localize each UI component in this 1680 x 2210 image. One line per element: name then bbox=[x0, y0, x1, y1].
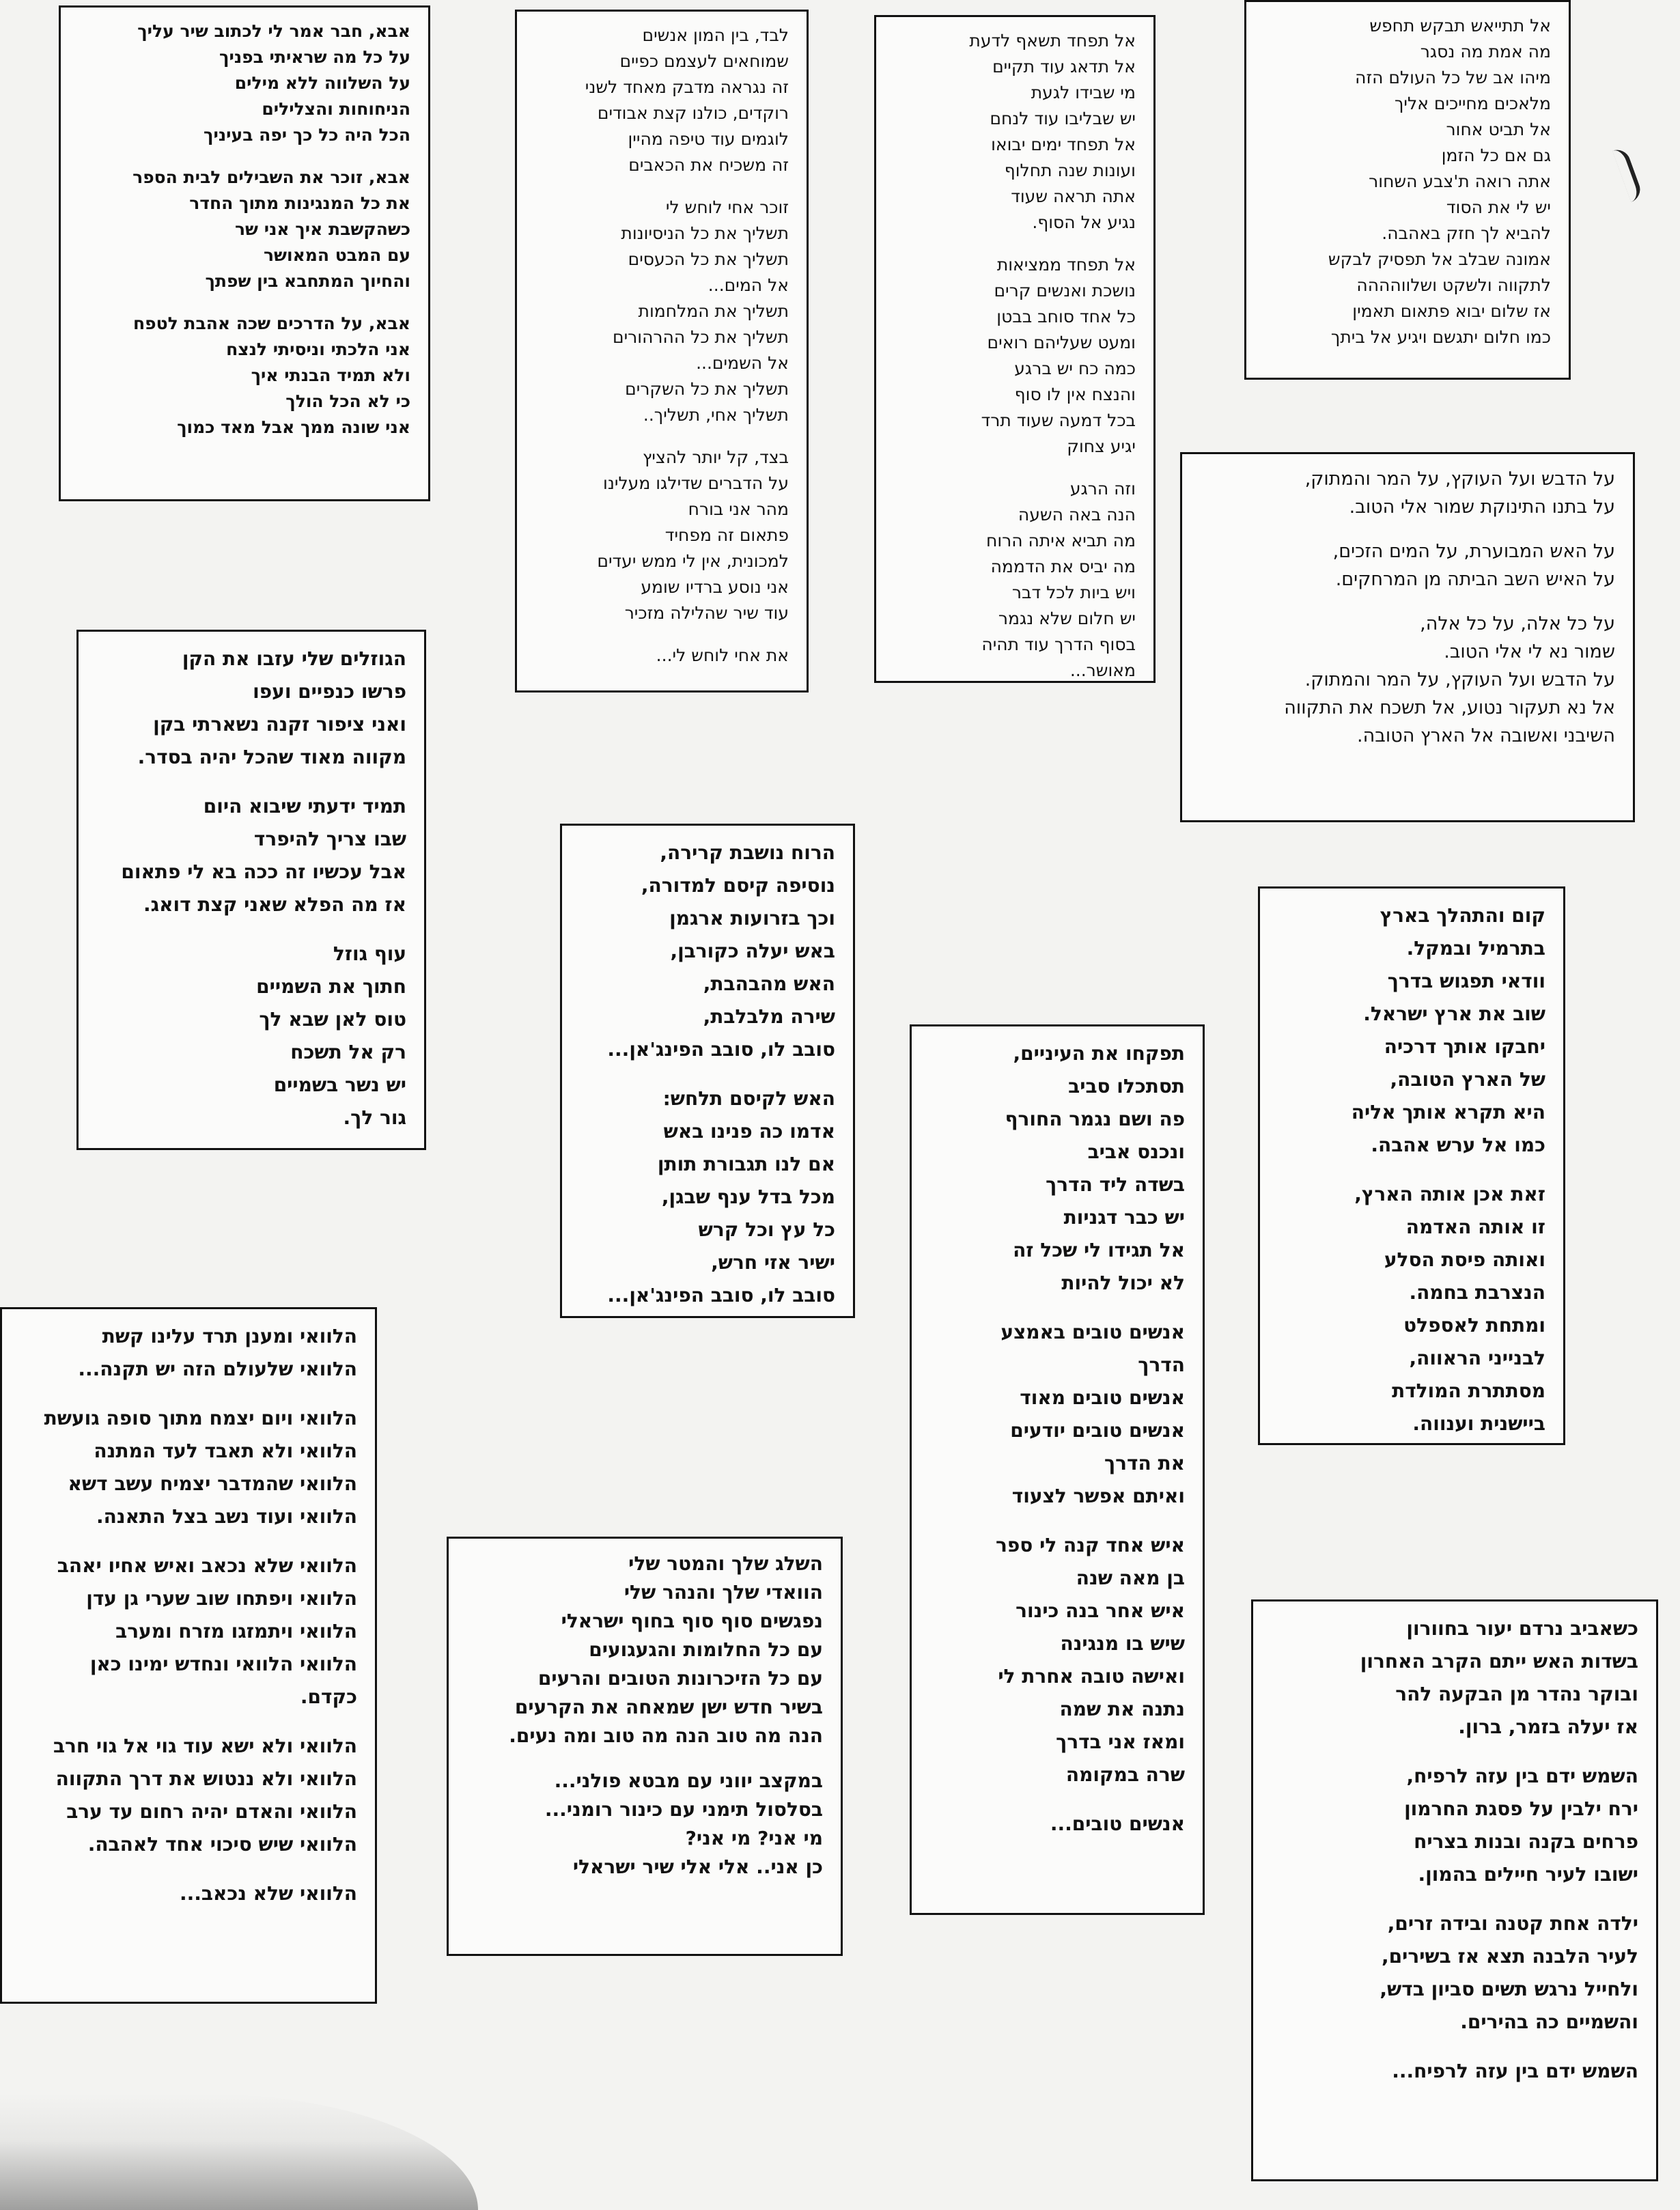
poem-line: מהר אני בורח bbox=[688, 499, 789, 519]
poem-line: ואישה טובה אחרת לי bbox=[998, 1665, 1185, 1688]
poem-line: לבד, בין המון אנשים bbox=[642, 25, 789, 45]
poem-line: הלוואי הלוואי ונחדש ימינו כאן bbox=[89, 1653, 357, 1675]
poem-line: עוד שיר שהלילה מזכיר bbox=[624, 603, 789, 623]
poem-line: מה אמת מה נסגר bbox=[1420, 42, 1551, 61]
poem-line: אז יעלה בזמר, ברון. bbox=[1458, 1716, 1638, 1738]
poem-line: שבו צריך להיפרד bbox=[253, 828, 406, 850]
poem-line: תפקחו את העיניים, bbox=[1013, 1042, 1185, 1065]
poem-line: כל עץ וכל קרש bbox=[698, 1218, 835, 1241]
poem-line: אבא, על הדרכים שכה אהבת לטפח bbox=[132, 313, 410, 333]
poem-line: מסתתרת המולדת bbox=[1392, 1380, 1545, 1402]
poem-line: יחבקו אותך דרכיה bbox=[1384, 1035, 1545, 1058]
poem-line: אל נא תעקור נטוע, אל תשכח את התקווה bbox=[1284, 697, 1615, 718]
poem-line: ונכנס אביב bbox=[1087, 1141, 1185, 1163]
poem-line: אז שלום יבוא פתאום תאמין bbox=[1352, 301, 1551, 321]
poem-line: בשדה ליד הדרך bbox=[1046, 1173, 1185, 1196]
poem-line: שמוחאים לעצמם כפיים bbox=[619, 51, 789, 71]
poem-line: מי אני? מי אני? bbox=[685, 1827, 823, 1849]
poem-line: כן אני.. אלי אלי שיר ישראלי bbox=[572, 1856, 823, 1878]
poem-line: הלוואי ולא ננטוש את דרך התקווה bbox=[55, 1767, 357, 1790]
stanza-break bbox=[94, 774, 406, 790]
poem-line: רוקדים, כולנו קצת אבודים bbox=[597, 103, 789, 123]
poem-line: נוסיפה קיסם למדורה, bbox=[641, 874, 835, 897]
poem-line: יש נשר בשמיים bbox=[273, 1074, 406, 1096]
poem-line: ירח ילבין על פסגת החרמון bbox=[1404, 1798, 1638, 1820]
stanza-break bbox=[76, 294, 410, 311]
poem-haruach bbox=[560, 824, 855, 1318]
poem-line: לא יכול להיות bbox=[1061, 1272, 1185, 1294]
poem-line: מקווה מאוד שהכל יהיה בסדר. bbox=[137, 746, 406, 768]
poem-line: הנה מה טוב הנה מה טוב ומה נעים. bbox=[509, 1724, 823, 1747]
poem-line: גם אם כל הזמן bbox=[1441, 145, 1551, 165]
poem-line: הלוואי ולא תאבד לעד המתנה bbox=[94, 1440, 357, 1462]
poem-line: את אחי לוחש לי... bbox=[656, 645, 789, 665]
poem-line: בסוף הדרך עוד תהיה bbox=[981, 634, 1136, 654]
poem-line: מה תביא איתה הרוח bbox=[986, 531, 1136, 550]
poem-line: ביישנית וענווה. bbox=[1412, 1412, 1545, 1435]
poem-line: מאושר... bbox=[1069, 660, 1136, 680]
poem-line: הוואדי שלך והנהר שלי bbox=[624, 1581, 823, 1604]
poem-line: הלוואי ויפתחו שוב שערי גן עדן bbox=[86, 1587, 357, 1610]
poem-line: תשליך את כל הכעסים bbox=[628, 249, 789, 269]
poem-line: זוכר אחי לוחש לי bbox=[665, 197, 789, 217]
poem-line: על האיש השב הביתה מן המרחקים. bbox=[1335, 569, 1615, 590]
poem-line: השלג שלך והמטר שלי bbox=[628, 1552, 823, 1575]
stanza-break bbox=[1268, 1744, 1638, 1760]
poem-line: האש מהבהבת, bbox=[703, 973, 835, 995]
poem-line: תשליך את כל הניסיונות bbox=[621, 223, 789, 243]
poem-line: אבא, זוכר את השבילים לבית הספר bbox=[132, 167, 410, 187]
poem-line: את כל המנגינות מתוך החדר bbox=[189, 193, 410, 213]
poem-line: תסתכלו סביב bbox=[1068, 1075, 1185, 1097]
poem-line: אנשים טובים מאוד bbox=[1020, 1386, 1185, 1409]
poem-line: ישיר אזי חרש, bbox=[711, 1251, 835, 1274]
poem-line: בשיר חדש ישן שמאחה את הקרעים bbox=[514, 1696, 823, 1718]
poem-line: אל תפחד ימים יבואו bbox=[991, 135, 1136, 154]
poem-line: שיש בו מנגינה bbox=[1060, 1632, 1185, 1655]
poem-line: על האש המבוערת, על המים הזכים, bbox=[1332, 541, 1615, 562]
poem-line: פרשו כנפיים ועפו bbox=[253, 680, 406, 703]
poem-line: הלוואי שיש סיכוי אחד לאהבה. bbox=[87, 1833, 357, 1856]
poem-line: עוף גוזל bbox=[333, 942, 406, 965]
poem-line: כשאביב נרדם יעור בחוורון bbox=[1406, 1617, 1638, 1640]
poem-line: טוס לאן שבא לך bbox=[259, 1008, 406, 1031]
poem-line: הלוואי ומענן תרד עלינו קשת bbox=[102, 1325, 357, 1347]
stanza-break bbox=[891, 460, 1136, 476]
poem-line: שרה במקומה bbox=[1065, 1763, 1185, 1786]
poem-line: אנשים טובים באמצע bbox=[1000, 1321, 1185, 1343]
poem-line: ומאז אני בדרך bbox=[1056, 1731, 1185, 1753]
page-edge-shadow bbox=[0, 2094, 478, 2210]
poem-halevai bbox=[0, 1307, 377, 2004]
poem-line: הרוח נושבת קרירה, bbox=[660, 841, 835, 864]
poem-line: לבנייני הראווה, bbox=[1409, 1347, 1545, 1369]
poem-line: אבל עכשיו זה ככה בא לי פתאום bbox=[121, 861, 406, 883]
poem-line: השמש ידם בין עזה לרפיח, bbox=[1406, 1765, 1638, 1787]
poem-line: הלוואי ויום יצמח מתוך סופה גועשת bbox=[44, 1407, 357, 1429]
poem-line: מכל בדל ענף שבגן, bbox=[661, 1186, 835, 1208]
poem-line: נפגשים סוף סוף בחוף ישראלי bbox=[561, 1610, 823, 1632]
poem-line: חתוך את השמיים bbox=[256, 975, 406, 998]
stanza-break bbox=[1197, 593, 1615, 610]
poem-line: קום והתהלך בארץ bbox=[1380, 904, 1545, 927]
poem-line: הלוואי שלא נכאב ואיש אחיו יאהב bbox=[57, 1554, 357, 1577]
poem-line: בשדות האש ייתם הקרב האחרון bbox=[1360, 1650, 1638, 1673]
poem-line: בסלסול תימני עם כינור רומני... bbox=[544, 1798, 823, 1821]
poem-line: אנשים טובים... bbox=[1050, 1813, 1185, 1835]
poem-line: כמו אל ערש אהבה. bbox=[1371, 1134, 1545, 1156]
poem-line: לוגמים עוד טיפה מהיין bbox=[628, 129, 789, 149]
stanza-break bbox=[17, 1714, 357, 1730]
poem-hagozalim bbox=[76, 630, 426, 1150]
stanza-break bbox=[1275, 1162, 1545, 1178]
poem-line: יגיע צחוק bbox=[1067, 436, 1136, 456]
stanza-break bbox=[532, 178, 789, 195]
poem-line: ולא תמיד הבנתי איך bbox=[251, 365, 410, 385]
poem-hasheleg bbox=[447, 1537, 843, 1956]
poem-line: הגוזלים שלי עזבו את הקן bbox=[182, 647, 406, 670]
poem-line: כקדם. bbox=[300, 1686, 357, 1708]
poem-line: אבא, חבר אמר לי לכתוב שיר עליך bbox=[137, 21, 410, 41]
poem-line: סובב לו, סובב הפינג'אן... bbox=[607, 1284, 835, 1306]
poem-line: ועונות שנה תחלוף bbox=[1004, 160, 1136, 180]
poem-line: וודאי תפגוש בדרך bbox=[1387, 970, 1545, 992]
poem-line: והשמיים כה בהירים. bbox=[1460, 2011, 1638, 2033]
poem-line: היא תקרא אותך אליה bbox=[1351, 1101, 1545, 1123]
stanza-break bbox=[927, 1791, 1185, 1808]
poem-line: ולחייל נרגש תשים סביון בדש, bbox=[1380, 1978, 1638, 2000]
poem-line: נתנה את שמה bbox=[1059, 1698, 1185, 1720]
poem-line: הלוואי שלא נכאב... bbox=[180, 1882, 357, 1905]
stanza-break bbox=[891, 236, 1136, 252]
poem-line: ובוקר נהדר מן הבקעה להר bbox=[1395, 1683, 1638, 1705]
poem-line: הניחוחות והצלילים bbox=[262, 99, 410, 119]
poem-line: במקצב יווני עם מבטא פולני... bbox=[554, 1770, 823, 1792]
poem-line: זה משכיח את הכאבים bbox=[628, 155, 789, 175]
poem-line: פה ושם נגמר החורף bbox=[1005, 1108, 1185, 1130]
poem-line: פתאום זה מפחיד bbox=[664, 525, 789, 545]
poem-line: בתרמיל ובמקל. bbox=[1406, 937, 1545, 960]
poem-al-tefached bbox=[874, 15, 1156, 683]
stanza-break bbox=[927, 1513, 1185, 1529]
poem-line: לעיר הלבנה תצא אז בשירים, bbox=[1381, 1945, 1638, 1968]
poem-line: להביא לך חזק באהבה. bbox=[1382, 223, 1551, 243]
poem-line: איש אחר בנה כינור bbox=[1016, 1599, 1185, 1622]
poem-line: וזה הרגע bbox=[1069, 479, 1136, 499]
poem-line: והנצח אין לו סוף bbox=[1014, 384, 1136, 404]
poem-line: על הדבש ועל העוקץ, על המר והמתוק. bbox=[1304, 669, 1615, 690]
poem-line: יש כבר דגניות bbox=[1063, 1206, 1185, 1229]
stanza-break bbox=[1268, 2039, 1638, 2055]
poem-line: אנשים טובים יודעים bbox=[1010, 1419, 1185, 1442]
poem-line: שמור נא לי אלי הטוב. bbox=[1444, 641, 1615, 662]
poem-line: אל תפחד תשאף לדעת bbox=[969, 31, 1136, 51]
poem-line: מי שבידו לגעת bbox=[1031, 83, 1136, 102]
poem-line: הדרך bbox=[1138, 1354, 1185, 1376]
poem-line: אל תגידו לי שכל זה bbox=[1013, 1239, 1185, 1261]
poem-line: יש חלום שלא נגמר bbox=[998, 609, 1136, 628]
poem-line: עם כל הזיכרונות הטובים והרעים bbox=[537, 1667, 823, 1690]
poem-line: אל תפחד ממציאות bbox=[996, 255, 1136, 275]
poem-line: עם כל החלומות והגעגועים bbox=[589, 1638, 823, 1661]
stanza-break bbox=[76, 148, 410, 165]
poem-line: תשליך את כל השקרים bbox=[625, 379, 789, 399]
poem-line: אם לנו תגבורת תותן bbox=[657, 1153, 835, 1175]
poem-line: ומתחת לאספלט bbox=[1403, 1314, 1545, 1337]
poem-line: תשליך את כל ההרהורים bbox=[613, 327, 789, 347]
poem-line: סובב לו, סובב הפינג'אן... bbox=[607, 1038, 835, 1061]
poem-line: אני הלכתי וניסיתי לנצח bbox=[226, 339, 410, 359]
poem-line: על השלווה ללא מילים bbox=[234, 73, 410, 93]
poem-line: כמו חלום יתגשם ויגיע אל ביתך bbox=[1330, 327, 1551, 347]
poem-line: ישובו לעיר חיילים בהמון. bbox=[1418, 1863, 1638, 1886]
poem-line: שירה מלבלבת, bbox=[703, 1005, 835, 1028]
poem-line: רק אל תשכח bbox=[290, 1041, 406, 1063]
poem-kshe-aviv bbox=[1251, 1599, 1658, 2181]
poem-line: זו אותה האדמה bbox=[1405, 1216, 1545, 1238]
poem-line: הלוואי ולא ישא עוד גוי אל גוי חרב bbox=[53, 1735, 357, 1757]
poem-line: השמש ידם בין עזה לרפיח... bbox=[1392, 2060, 1638, 2082]
poem-line: ומעט שעליהם רואים bbox=[987, 333, 1136, 352]
poem-line: זה נגראה מדבק מאחד לשני bbox=[585, 77, 789, 97]
stanza-break bbox=[17, 1533, 357, 1550]
poem-line: והחיוך המתחבא בין שפתך bbox=[205, 271, 410, 291]
poem-line: אל תביט אחור bbox=[1446, 120, 1551, 139]
stanza-break bbox=[94, 921, 406, 938]
stanza-break bbox=[927, 1300, 1185, 1316]
poem-line: האש לקיסם תלחש: bbox=[662, 1087, 835, 1110]
poem-abba bbox=[59, 5, 430, 501]
poem-line: פרחים בקנה ובנות בצריח bbox=[1414, 1830, 1638, 1853]
poem-line: הלוואי שהמדבר יצמיח עשב דשא bbox=[68, 1472, 357, 1495]
poem-line: על הדברים שדילגו מעלינו bbox=[603, 473, 789, 493]
stanza-break bbox=[17, 1861, 357, 1877]
poem-kum bbox=[1258, 886, 1565, 1445]
poem-line: אל תתייאש תבקש תחפש bbox=[1369, 16, 1551, 36]
poem-line: אז מה הפלא שאני קצת דואג. bbox=[143, 893, 406, 916]
poem-tifkechu bbox=[910, 1024, 1205, 1915]
poem-line: אל המים... bbox=[708, 275, 789, 295]
poem-line: ואותה פיסת הסלע bbox=[1384, 1248, 1545, 1271]
poem-line: תמיד ידעתי שיבוא היום bbox=[203, 795, 406, 817]
poem-line: הכל היה כל כך יפה בעיניך bbox=[204, 125, 410, 145]
poem-line: של הארץ הטובה, bbox=[1390, 1068, 1545, 1091]
poem-line: איש אחד קנה לי ספר bbox=[996, 1534, 1185, 1556]
poem-al-hadvash bbox=[1180, 452, 1635, 822]
poem-line: על כל אלה, על כל אלה, bbox=[1420, 613, 1615, 634]
poem-line: כל אחד סוחב בבטן bbox=[996, 307, 1136, 326]
poem-line: הנה באה השעה bbox=[1018, 505, 1136, 524]
poem-line: מיהו אב של כל העולם הזה bbox=[1355, 68, 1551, 87]
poem-line: למכונית, אין לי ממש יעדים bbox=[597, 551, 789, 571]
poem-line: מלאכים מחייכים אליך bbox=[1394, 94, 1551, 113]
poem-line: ילדה אחת קטנה ובידה זרים, bbox=[1387, 1912, 1638, 1935]
poem-line: אל השמים... bbox=[696, 353, 789, 373]
poem-line: הלוואי ועוד נשב בצל התאנה. bbox=[96, 1505, 357, 1528]
poem-line: באש יעלה כקורבן, bbox=[670, 940, 835, 962]
stanza-break bbox=[464, 1750, 823, 1767]
poem-line: על בתנו התינוקת שמור אלי הטוב. bbox=[1349, 496, 1615, 518]
poem-line: אני נוסע ברדיו שומע bbox=[641, 577, 789, 597]
poem-line: הנצרבת בחמה. bbox=[1409, 1281, 1545, 1304]
stanza-break bbox=[577, 1066, 835, 1082]
poem-line: ויש ביות לכל דבר bbox=[1011, 583, 1136, 602]
poem-line: כמה כח יש ברגע bbox=[1014, 359, 1136, 378]
poem-line: אל תדאג עוד תקיים bbox=[992, 57, 1136, 76]
stanza-break bbox=[532, 626, 789, 643]
poem-line: גור לך. bbox=[343, 1106, 406, 1129]
poem-line: עם המבט המאושר bbox=[263, 245, 410, 265]
poem-line: אתה רואה ת'צבע השחור bbox=[1369, 171, 1551, 191]
poem-line: כשהקשבת איך אני שר bbox=[235, 219, 410, 239]
poem-line: וכך בזרועות ארגמן bbox=[669, 907, 835, 929]
poem-line: אמונה שבלב אל תפסיק לבקש bbox=[1328, 249, 1551, 269]
poem-line: תשליך אחי, תשליך.. bbox=[643, 405, 789, 425]
stanza-break bbox=[532, 428, 789, 445]
poem-line: הלוואי ויתמזגו מזרח ומערב bbox=[115, 1620, 357, 1642]
poem-line: ואיתם אפשר לצעוד bbox=[1011, 1485, 1185, 1507]
poem-line: תשליך את המלחמות bbox=[638, 301, 789, 321]
poem-line: אתה תראה שעוד bbox=[1011, 186, 1136, 206]
poem-line: הלוואי והאדם יהיה רחום עד ערב bbox=[66, 1800, 357, 1823]
poem-line: נגיע אל הסוף. bbox=[1032, 212, 1136, 232]
poem-line: אני שונה ממך אבל מאד כמוך bbox=[177, 417, 410, 437]
poem-line: הלוואי שלעולם הזה יש תקנה... bbox=[78, 1358, 357, 1380]
poem-line: לתקווה ולשקט ושלווהההה bbox=[1356, 275, 1551, 295]
poem-line: זאת אכן אותה הארץ, bbox=[1354, 1183, 1545, 1205]
poem-line: יש לי את הסוד bbox=[1446, 197, 1551, 217]
poem-line: נושכת ואנשים קרים bbox=[994, 281, 1136, 300]
poem-al-tityaesh bbox=[1244, 0, 1571, 380]
stanza-break bbox=[17, 1386, 357, 1402]
stanza-break bbox=[1268, 1891, 1638, 1907]
poem-line: על כל מה שראיתי בפניך bbox=[219, 47, 410, 67]
poem-line: על הדבש ועל העוקץ, על המר והמתוק, bbox=[1304, 468, 1615, 490]
poem-line: מה יביס את הדממה bbox=[990, 557, 1136, 576]
poem-line: את הדרך bbox=[1104, 1452, 1185, 1474]
poem-line: בצד, קל יותר להציץ bbox=[642, 447, 789, 467]
poem-line: ואני ציפור זקנה נשארתי בקן bbox=[153, 713, 406, 736]
stanza-break bbox=[1197, 521, 1615, 537]
poem-line: שוב את ארץ ישראל. bbox=[1363, 1003, 1545, 1025]
poem-line: כי לא הכל הולך bbox=[285, 391, 410, 411]
poem-line: אדמו כה פנינו באש bbox=[663, 1120, 835, 1143]
poem-line: בכל דמעה שעוד תרד bbox=[981, 410, 1136, 430]
margin-mark-icon bbox=[1612, 146, 1644, 202]
poem-line: השיבני ואשובה אל הארץ הטובה. bbox=[1357, 725, 1615, 746]
poem-line: בן מאה שנה bbox=[1076, 1567, 1185, 1589]
poem-line: יש שבליבו עוד לנחם bbox=[990, 109, 1136, 128]
poem-achi bbox=[515, 10, 809, 693]
